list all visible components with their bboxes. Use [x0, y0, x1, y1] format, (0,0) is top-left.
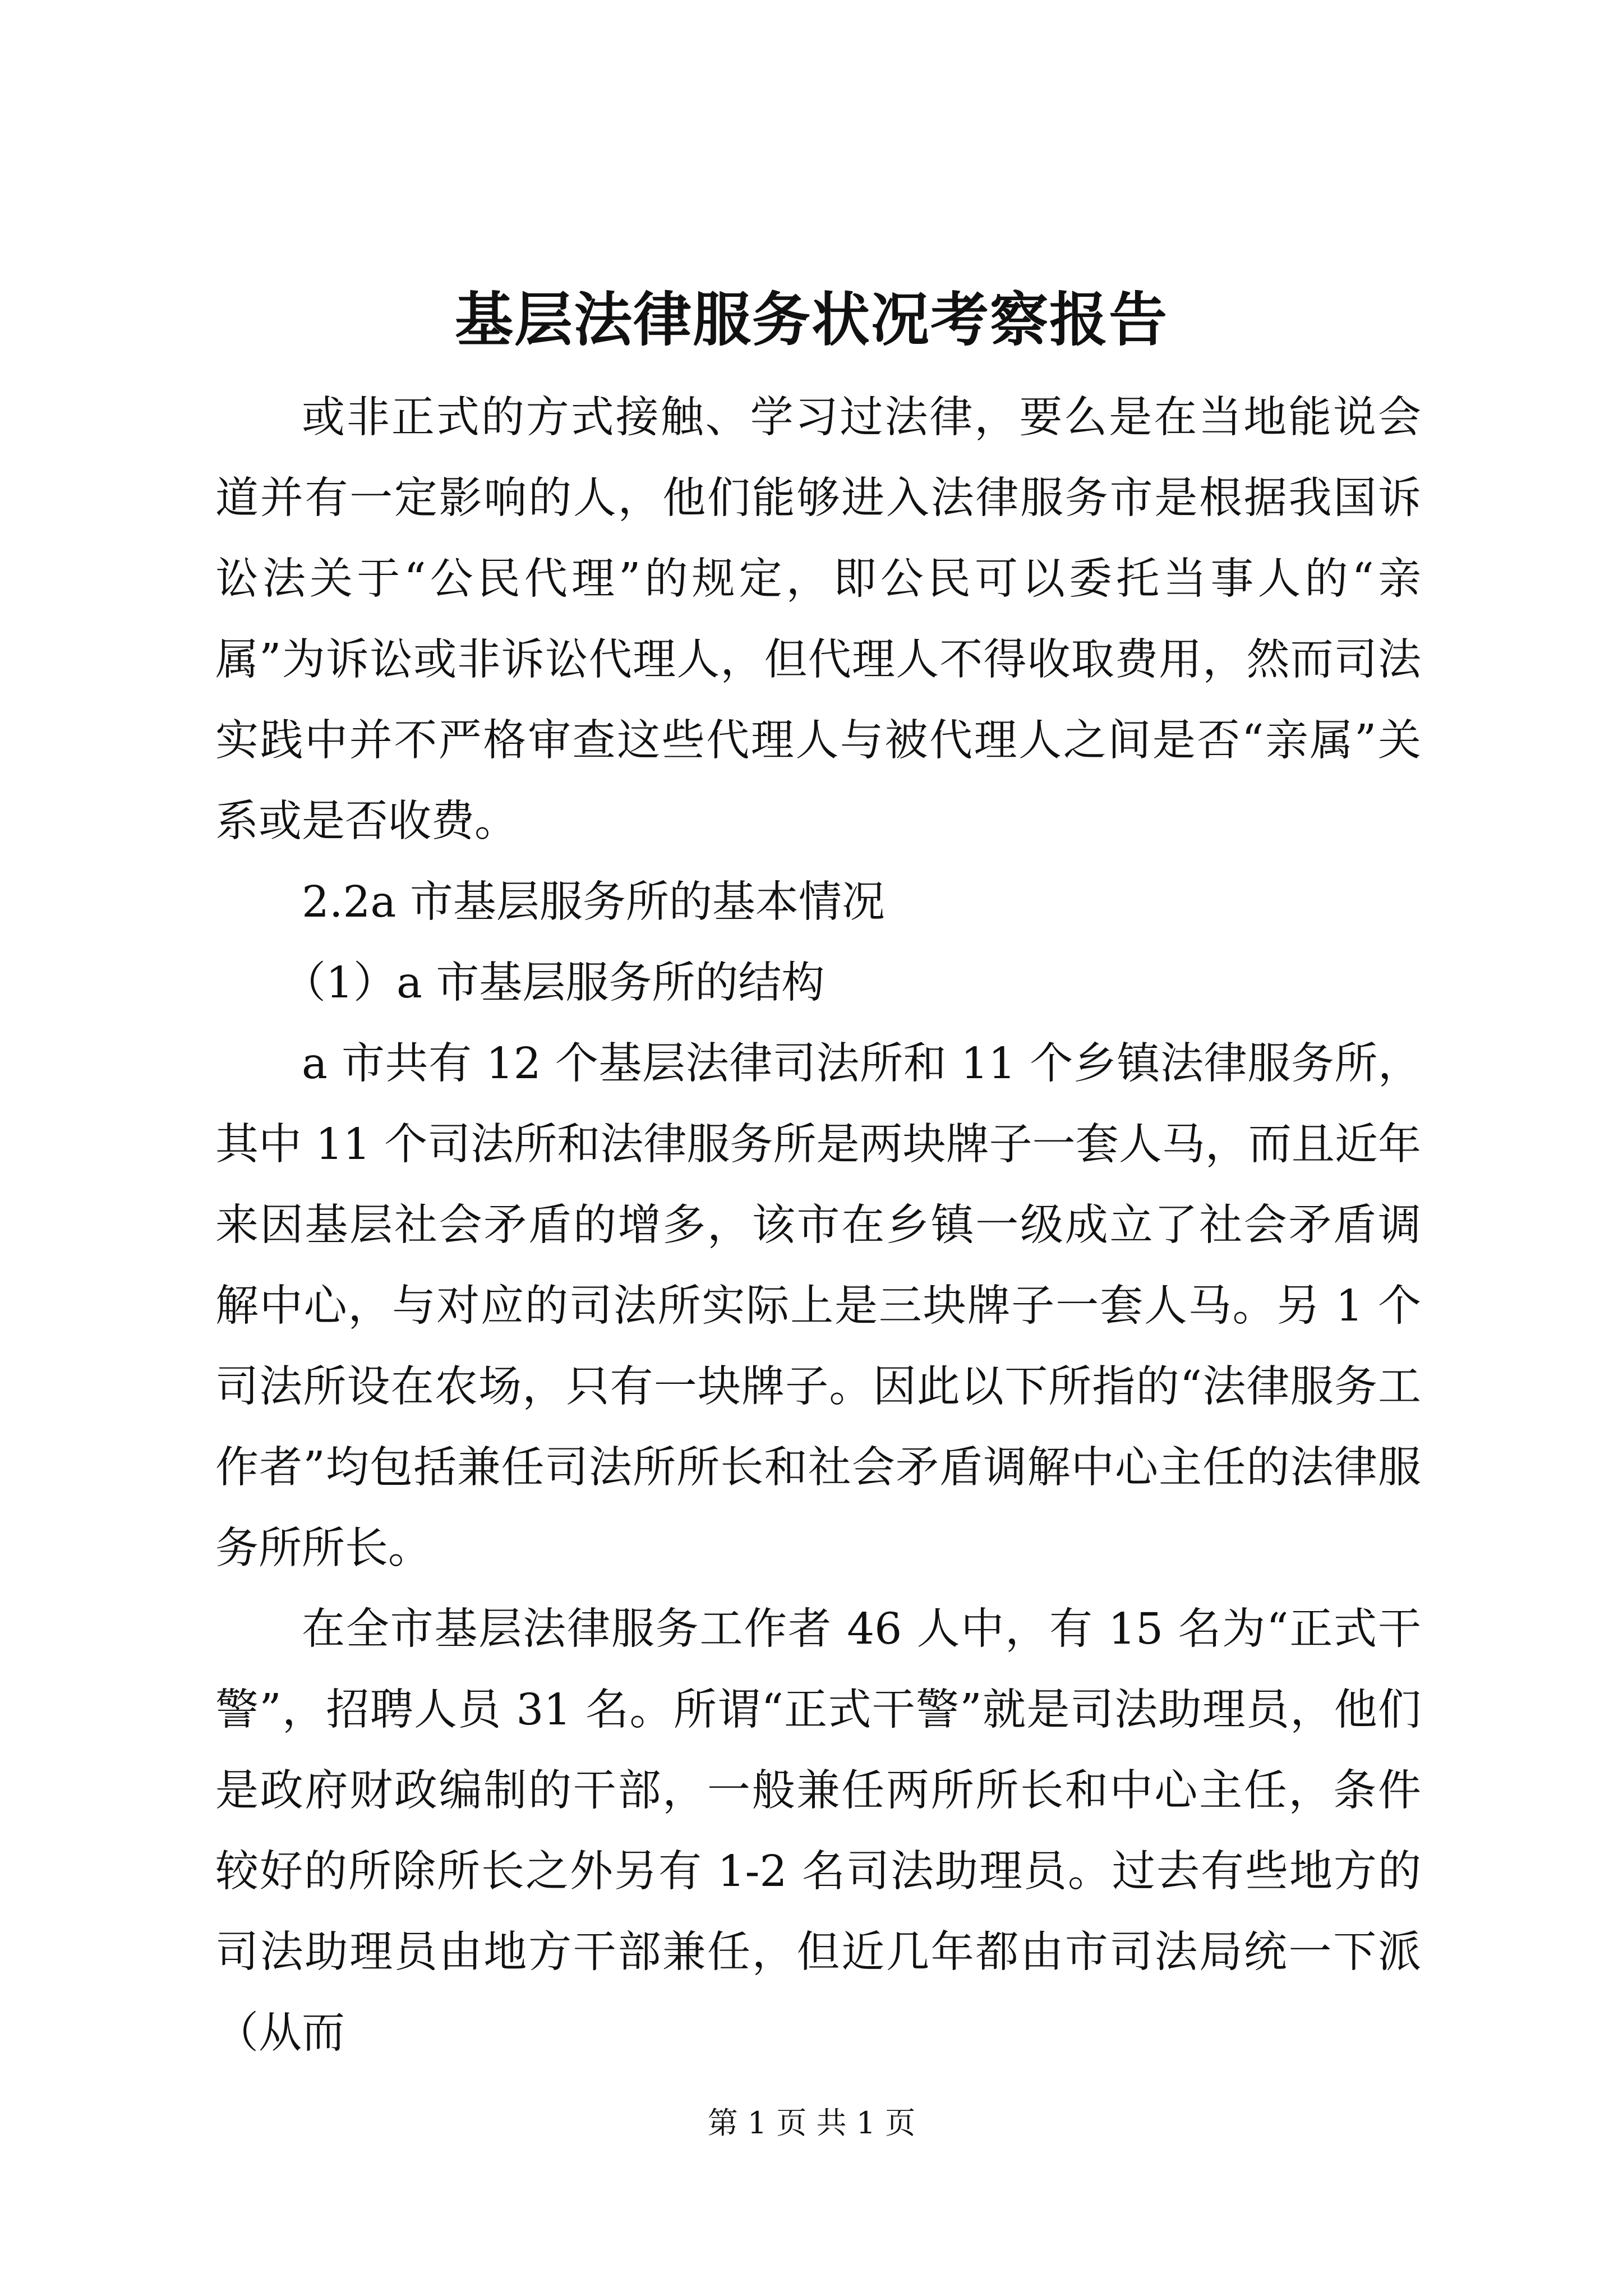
section-heading: 2.2a 市基层服务所的基本情况 [302, 877, 885, 927]
paragraph-1: 或非正式的方式接触、学习过法律，要么是在当地能说会道并有一定影响的人，他们能够进入法律服务市是根据我国诉讼法关于“公民代理”的规定，即公民可以委托当事人的“亲属”为诉讼或非诉讼代理人，但代理人不得收取费用，然而司法实践中并不严格审查这些代理人与被代理人之间是否“亲属”关系或是否收费。 [215, 393, 1421, 846]
page-footer: 第 1 页 共 1 页 [707, 2105, 916, 2141]
document-title: 基层法律服务状况考察报告 [454, 286, 1168, 354]
subsection-heading: （1）a 市基层服务所的结构 [283, 958, 825, 1008]
document-body [215, 378, 1421, 2074]
paragraph-3: 在全市基层法律服务工作者 46 人中，有 15 名为“正式干警”，招聘人员 31 名。所谓“正式干警”就是司法助理员，他们是政府财政编制的干部，一般兼任两所所长和中心主任，条件较好的所除所长之外另有 1-2 名司法助理员。过去有些地方的司法助理员由地方干部兼任，但近几年都由市司法局统一下派（从而 [215, 1604, 1421, 2058]
paragraph-2: a 市共有 12 个基层法律司法所和 11 个乡镇法律服务所，其中 11 个司法所和法律服务所是两块牌子一套人马，而且近年来因基层社会矛盾的增多，该市在乡镇一级成立了社会矛盾调解中心，与对应的司法所实际上是三块牌子一套人马。另 1 个司法所设在农场，只有一块牌子。因此以下所指的“法律服务工作者”均包括兼任司法所所长和社会矛盾调解中心主任的法律服务所所长。 [215, 1039, 1421, 1573]
